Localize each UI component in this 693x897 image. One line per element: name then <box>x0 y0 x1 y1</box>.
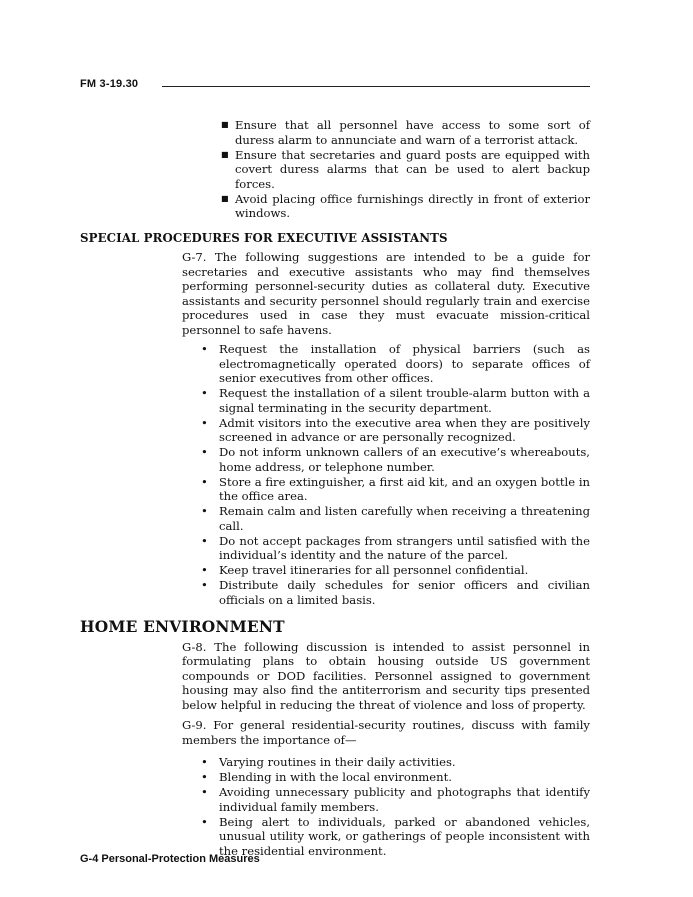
list-item: • Blending in with the local environment. <box>201 770 452 784</box>
bullet-icon: • <box>201 578 208 592</box>
running-header: FM 3-19.30 <box>80 78 139 90</box>
page-footer: G-4 Personal-Protection Measures <box>80 853 260 865</box>
bullet-icon: • <box>201 814 208 829</box>
top-bullet-list <box>80 118 590 221</box>
list-item: ■ Ensure that secretaries and guard posts are equipped with covert duress alarms that can be used to alert backup forces. <box>221 147 590 191</box>
list-item: ■ Avoid placing office furnishings directly in front of exterior windows. <box>221 191 590 220</box>
section-heading-home-environment: HOME ENVIRONMENT <box>80 618 285 636</box>
paragraph-g7: G-7. The following suggestions are intended to be a guide for secretaries and executive assistants who may find themselves performing personnel-security duties as collateral duty. Executive assistants and security personnel should regularly train and exercise procedures used in case they must evacuate mission-critical personnel to safe havens. <box>182 250 590 337</box>
list-item: • Store a fire extinguisher, a first aid kit, and an oxygen bottle in the office area. <box>201 474 590 503</box>
bullet-icon: • <box>201 755 208 769</box>
bullet-icon: • <box>201 342 208 356</box>
list-item: • Request the installation of a silent trouble-alarm button with a signal terminating in the security department. <box>201 386 590 415</box>
list-item: • Do not accept packages from strangers until satisfied with the individual’s identity and the nature of the parcel. <box>201 533 590 562</box>
paragraph-g9: G-9. For general residential-security routines, discuss with family members the importance of— <box>182 718 590 747</box>
bullet-icon: • <box>201 386 208 400</box>
bullet-icon: • <box>201 415 208 430</box>
square-bullet-icon: ■ <box>221 149 229 159</box>
square-bullet-icon: ■ <box>221 120 229 129</box>
bullet-icon: • <box>201 785 208 799</box>
section-heading-executive-assistants: SPECIAL PROCEDURES FOR EXECUTIVE ASSISTANTS <box>80 230 448 245</box>
list-item: • Keep travel itineraries for all personnel confidential. <box>201 563 529 577</box>
list-item: • Request the installation of physical barriers (such as electromagnetically operated doors) to separate offices of senior executives from other offices. <box>201 342 590 385</box>
list-item: • Being alert to individuals, parked or abandoned vehicles, unusual utility work, or gatherings of people inconsistent with the residential environment. <box>201 814 590 858</box>
bullet-icon: • <box>201 563 208 577</box>
bullet-icon: • <box>201 770 208 784</box>
list-item: • Varying routines in their daily activities. <box>201 755 456 769</box>
header-rule <box>162 86 590 87</box>
bullet-icon: • <box>201 504 208 518</box>
list-item: • Distribute daily schedules for senior officers and civilian officials on a limited basis. <box>201 578 590 607</box>
executive-assistant-bullet-list <box>186 342 590 607</box>
list-item: • Do not inform unknown callers of an executive’s whereabouts, home address, or telephone number. <box>201 445 590 474</box>
residential-security-bullet-list <box>186 755 590 858</box>
list-item: • Admit visitors into the executive area when they are positively screened in advance or are personally recognized. <box>201 415 590 444</box>
bullet-icon: • <box>201 474 208 489</box>
page-body <box>80 118 590 859</box>
list-item: • Remain calm and listen carefully when receiving a threatening call. <box>201 504 590 533</box>
list-item: • Avoiding unnecessary publicity and photographs that identify individual family members. <box>201 785 590 814</box>
square-bullet-icon: ■ <box>221 193 229 203</box>
bullet-icon: • <box>201 445 208 459</box>
bullet-icon: • <box>201 533 208 548</box>
list-item: ■ Ensure that all personnel have access to some sort of duress alarm to annunciate and warn of a terrorist attack. <box>221 118 590 147</box>
paragraph-g8: G-8. The following discussion is intended to assist personnel in formulating plans to obtain housing outside US government compounds or DOD facilities. Personnel assigned to government housing may also find the antiterrorism and security tips presented below helpful in reducing the threat of violence and loss of property. <box>182 639 590 712</box>
